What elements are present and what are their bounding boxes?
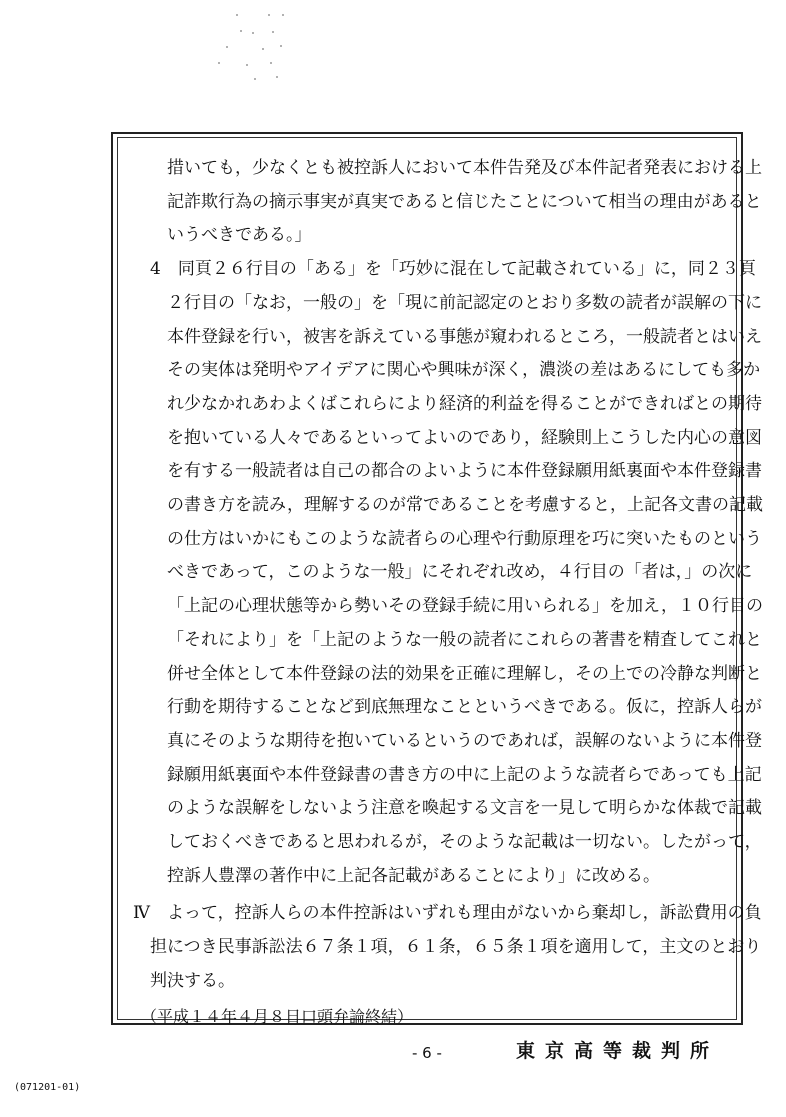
text-line: のような誤解をしないよう注意を喚起する文言を一見して明らかな体裁で記載 [167, 798, 762, 818]
text-line: べきであって，このような一般」にそれぞれ改め，４行目の「者は，」の次に [167, 562, 753, 582]
text-line: （平成１４年４月８日口頭弁論終結） [141, 1007, 414, 1026]
text-line: 録願用紙裏面や本件登録書の書き方の中に上記のような読者らであっても上記 [167, 765, 762, 785]
text-line: 措いても，少なくとも被控訴人において本件告発及び本件記者発表における上 [167, 158, 762, 178]
text-line: 担につき民事訴訟法６７条１項，６１条，６５条１項を適用して，主文のとおり [150, 937, 762, 957]
court-name: 東京高等裁判所 [516, 1040, 720, 1062]
page-number: - 6 - [412, 1044, 442, 1062]
text-line: の仕方はいかにもこのような読者らの心理や行動原理を巧に突いたものという [167, 529, 762, 549]
text-line: 併せ全体として本件登録の法的効果を正確に理解し，その上での冷静な判断と [167, 664, 762, 684]
text-line: Ⅳ よって，控訴人らの本件控訴はいずれも理由がないから棄却し，訴訟費用の負 [133, 903, 762, 923]
text-line: しておくべきであると思われるが，そのような記載は一切ない。したがって， [167, 832, 762, 852]
text-line: れ少なかれあわよくばこれらにより経済的利益を得ることができればとの期待 [167, 394, 762, 414]
text-line: 真にそのような期待を抱いているというのであれば，誤解のないように本件登 [167, 731, 762, 751]
text-line: を有する一般読者は自己の都合のよいように本件登録願用紙裏面や本件登録書 [167, 461, 762, 481]
text-line: 控訴人豊澤の著作中に上記各記載があることにより」に改める。 [167, 866, 660, 886]
text-line: いうべきである。」 [167, 225, 312, 245]
text-line: の書き方を読み，理解するのが常であることを考慮すると，上記各文書の記載 [167, 495, 764, 515]
document-code: (071201-01) [14, 1082, 81, 1093]
text-line: 記詐欺行為の摘示事実が真実であると信じたことについて相当の理由があると [167, 192, 762, 212]
text-line: 行動を期待することなど到底無理なことというべきである。仮に，控訴人らが [167, 697, 762, 717]
text-line: 4 同頁２６行目の「ある」を「巧妙に混在して記載されている」に，同２３頁 [150, 259, 756, 279]
text-line: 本件登録を行い，被害を訴えている事態が窺われるところ，一般読者とはいえ [167, 327, 762, 347]
text-line: ２行目の「なお，一般の」を「現に前記認定のとおり多数の読者が誤解の下に [167, 293, 762, 313]
text-line: を抱いている人々であるといってよいのであり，経験則上こうした内心の意図 [167, 428, 762, 448]
text-line: 「上記の心理状態等から勢いその登録手続に用いられる」を加え，１０行目の [167, 596, 764, 616]
text-line: その実体は発明やアイデアに関心や興味が深く，濃淡の差はあるにしても多か [167, 360, 761, 380]
text-line: 「それにより」を「上記のような一般の読者にこれらの著書を精査してこれと [167, 630, 762, 650]
text-line: 判決する。 [150, 971, 235, 991]
